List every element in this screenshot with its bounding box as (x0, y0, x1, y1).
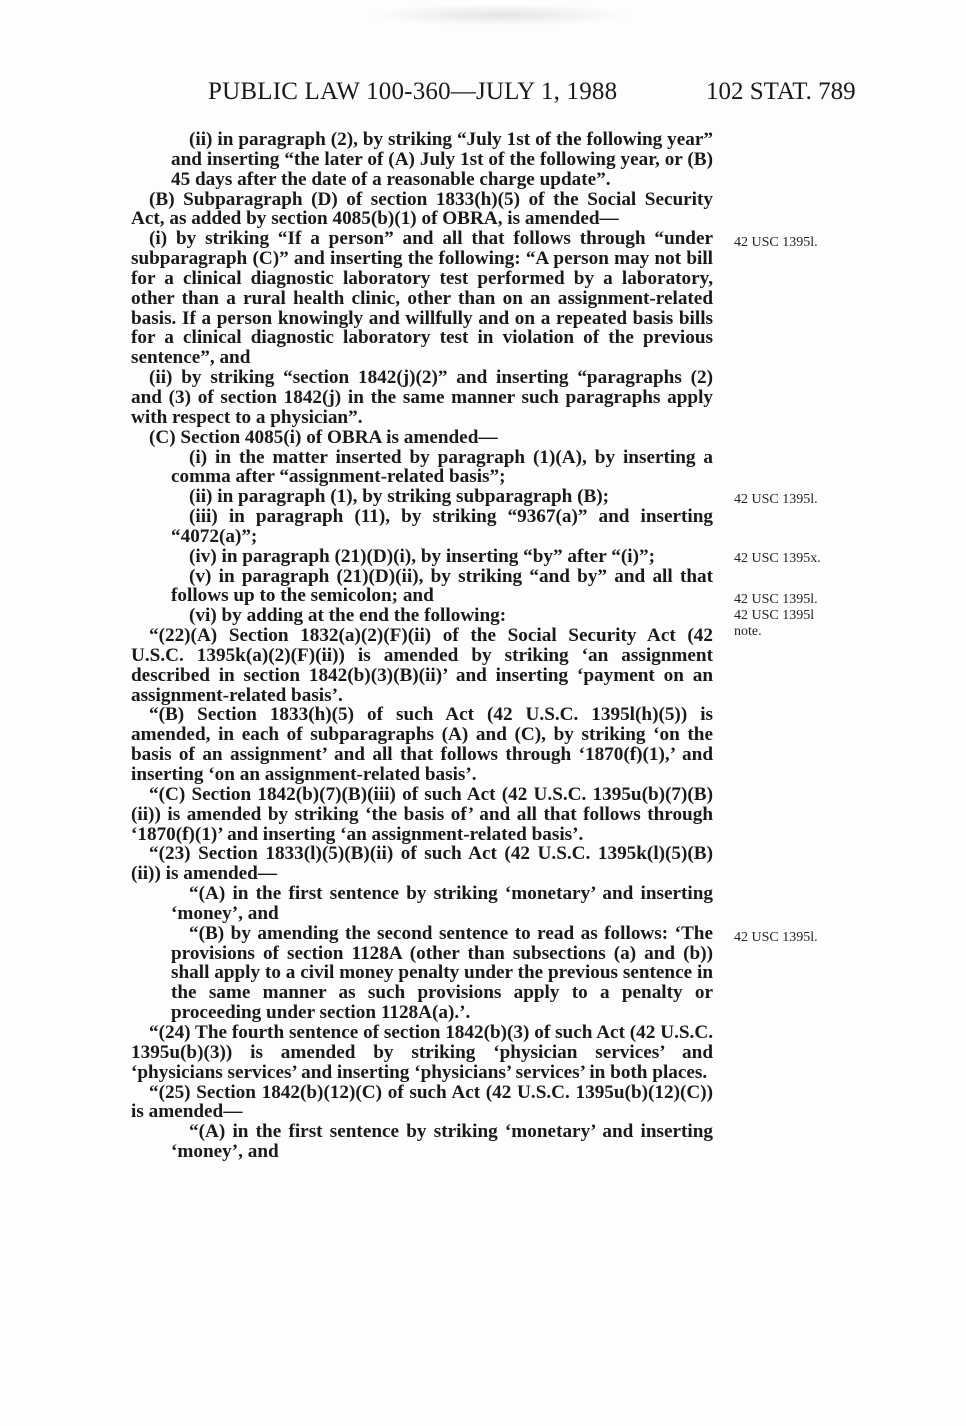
paragraph: (ii) in paragraph (2), by striking “July 1st of the following year” and inserting “the later of (A) July 1st of the following year, or (B) 45 days after the date of a reasonable charge update”. (171, 129, 713, 190)
paragraph: “(25) Section 1842(b)(12)(C) of such Act (42 U.S.C. 1395u(b)(12)(C)) is amended— (131, 1081, 713, 1123)
paragraph: “(23) Section 1833(l)(5)(B)(ii) of such Act (42 U.S.C. 1395k(l)(5)(B)(ii)) is amended— (131, 843, 713, 885)
paragraph: (i) by striking “If a person” and all that follows through “under subparagraph (C)” and inserting the following: “A person may not bill for a clinical diagnostic laboratory test performed by a laboratory, other than a rural health clinic, other than on an assignment-related basis. If a person knowingly and willfully and on a repeated basis bills for a clinical diagnostic laboratory test in violation of the previous sentence”, and (131, 228, 713, 369)
paragraph: (iii) in paragraph (11), by striking “9367(a)” and inserting “4072(a)”; (171, 506, 713, 547)
margin-note-citation: 42 USC 1395l. (734, 930, 818, 945)
page-header-stat: 102 STAT. 789 (706, 78, 856, 105)
margin-note-citation: 42 USC 1395x. (734, 551, 821, 566)
paragraph: (i) in the matter inserted by paragraph (1)(A), by inserting a comma after “assignment-related basis”; (171, 446, 713, 488)
paragraph: “(B) by amending the second sentence to read as follows: ‘The provisions of section 1128A (other than subsections (a) and (b)) shall apply to a civil money penalty under the previous sentence in the same manner as such provisions apply to a penalty or proceeding under section 1128A(a).’. (171, 922, 713, 1024)
paragraph: (ii) by striking “section 1842(j)(2)” and inserting “paragraphs (2) and (3) of section 1842(j) in the same manner such paragraphs apply with respect to a physician”. (131, 367, 713, 428)
paragraph: (v) in paragraph (21)(D)(ii), by striking “and by” and all that follows up to the semicolon; and (171, 565, 713, 607)
paragraph: (vi) by adding at the end the following: (189, 605, 507, 627)
paragraph: “(C) Section 1842(b)(7)(B)(iii) of such Act (42 U.S.C. 1395u(b)(7)(B)(ii)) is amended by striking ‘the basis of’ and all that follows through ‘1870(f)(1)’ and inserting ‘an assignment-related basis’. (131, 783, 713, 845)
statute-body (131, 130, 713, 1162)
margin-note-citation-suffix: note. (734, 624, 762, 639)
margin-note-citation: 42 USC 1395l. (734, 592, 818, 607)
paragraph: (B) Subparagraph (D) of section 1833(h)(5) of the Social Security Act, as added by section 4085(b)(1) of OBRA, is amended— (131, 188, 713, 230)
paragraph: “(22)(A) Section 1832(a)(2)(F)(ii) of the Social Security Act (42 U.S.C. 1395k(a)(2)(F)(ii)) is amended by striking ‘an assignment described in section 1842(b)(3)(B)(ii)’ and inserting ‘payment on an assignment-related basis’. (131, 625, 713, 706)
margin-note-citation: 42 USC 1395l. (734, 492, 818, 507)
paragraph: (C) Section 4085(i) of OBRA is amended— (149, 426, 498, 448)
page-header-title: PUBLIC LAW 100-360—JULY 1, 1988 (208, 78, 618, 105)
paragraph: “(24) The fourth sentence of section 1842(b)(3) of such Act (42 U.S.C. 1395u(b)(3)) is amended by striking ‘physician services’ and ‘physicians services’ and inserting ‘physicians’ services’ in both places. (131, 1021, 713, 1083)
paragraph: (ii) in paragraph (1), by striking subparagraph (B); (189, 486, 610, 508)
paragraph: (iv) in paragraph (21)(D)(i), by inserting “by” after “(i)”; (189, 545, 655, 567)
paragraph: “(B) Section 1833(h)(5) of such Act (42 U.S.C. 1395l(h)(5)) is amended, in each of subparagraphs (A) and (C), by striking ‘on the basis of an assignment’ and all that follows through ‘1870(f)(1),’ and inserting ‘on an assignment-related basis’. (131, 704, 713, 785)
margin-note-citation: 42 USC 1395l (734, 608, 815, 623)
paragraph: “(A) in the first sentence by striking ‘monetary’ and inserting ‘money’, and (171, 1121, 713, 1163)
scan-artifact (370, 4, 630, 26)
paragraph: “(A) in the first sentence by striking ‘monetary’ and inserting ‘money’, and (171, 883, 713, 924)
margin-note-citation: 42 USC 1395l. (734, 235, 818, 250)
